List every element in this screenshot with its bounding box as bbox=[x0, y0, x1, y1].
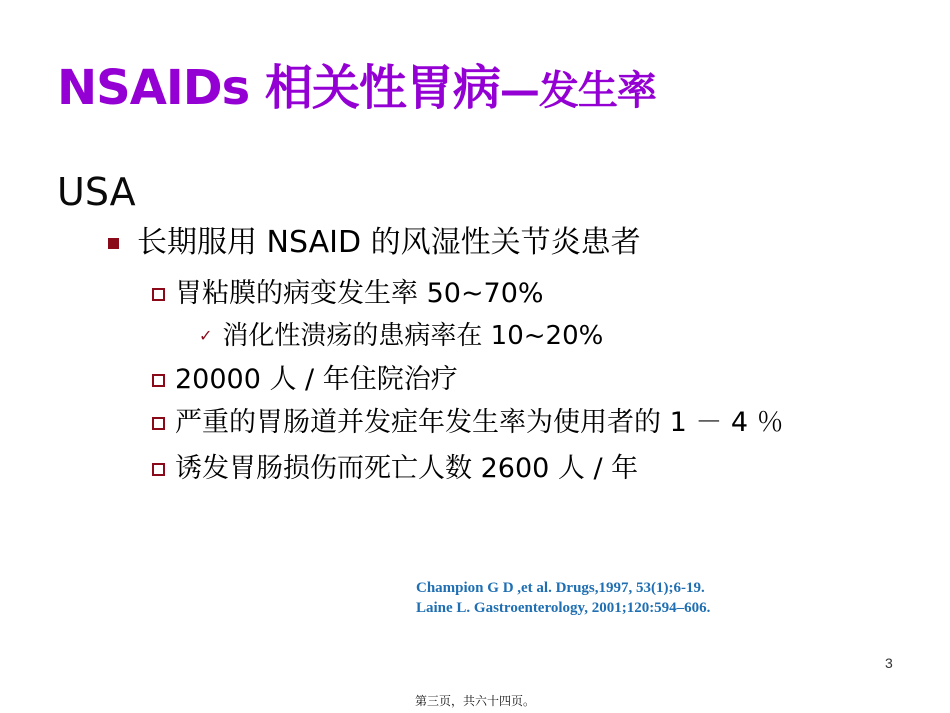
slide-title-main: NSAIDs 相关性胃病 bbox=[57, 60, 500, 116]
hollow-square-icon bbox=[152, 463, 165, 476]
level1-heading: USA bbox=[57, 170, 136, 214]
bullet-item bbox=[152, 362, 458, 398]
bullet-text: 胃粘膜的病变发生率 50~70% bbox=[175, 278, 544, 309]
bullet-item bbox=[199, 318, 603, 354]
bullet-text: 20000 人 / 年住院治疗 bbox=[175, 364, 458, 395]
page-footer: 第三页，共六十四页。 bbox=[414, 694, 535, 708]
reference-line: Laine L. Gastroenterology, 2001;120:594–606. bbox=[416, 600, 711, 616]
bullet-item bbox=[152, 276, 544, 312]
hollow-square-icon bbox=[152, 417, 165, 430]
bullet-item bbox=[152, 451, 638, 487]
filled-square-icon bbox=[108, 238, 119, 249]
checkmark-icon: ✓ bbox=[199, 326, 213, 345]
hollow-square-icon bbox=[152, 288, 165, 301]
reference-line: Champion G D ,et al. Drugs,1997, 53(1);6-19. bbox=[416, 580, 705, 596]
bullet-text: 长期服用 NSAID 的风湿性关节炎患者 bbox=[137, 225, 641, 260]
bullet-text: 诱发胃肠损伤而死亡人数 2600 人 / 年 bbox=[175, 453, 639, 484]
hollow-square-icon bbox=[152, 374, 165, 387]
slide-title bbox=[57, 58, 656, 121]
bullet-text: 消化性溃疡的患病率在 10~20% bbox=[222, 321, 604, 351]
page-number: 3 bbox=[885, 655, 893, 671]
bullet-text: 严重的胃肠道并发症年发生率为使用者的 1 － 4 ％ bbox=[175, 407, 784, 438]
bullet-item bbox=[152, 405, 784, 441]
slide-title-suffix: —发生率 bbox=[499, 68, 656, 114]
bullet-item bbox=[108, 223, 641, 263]
